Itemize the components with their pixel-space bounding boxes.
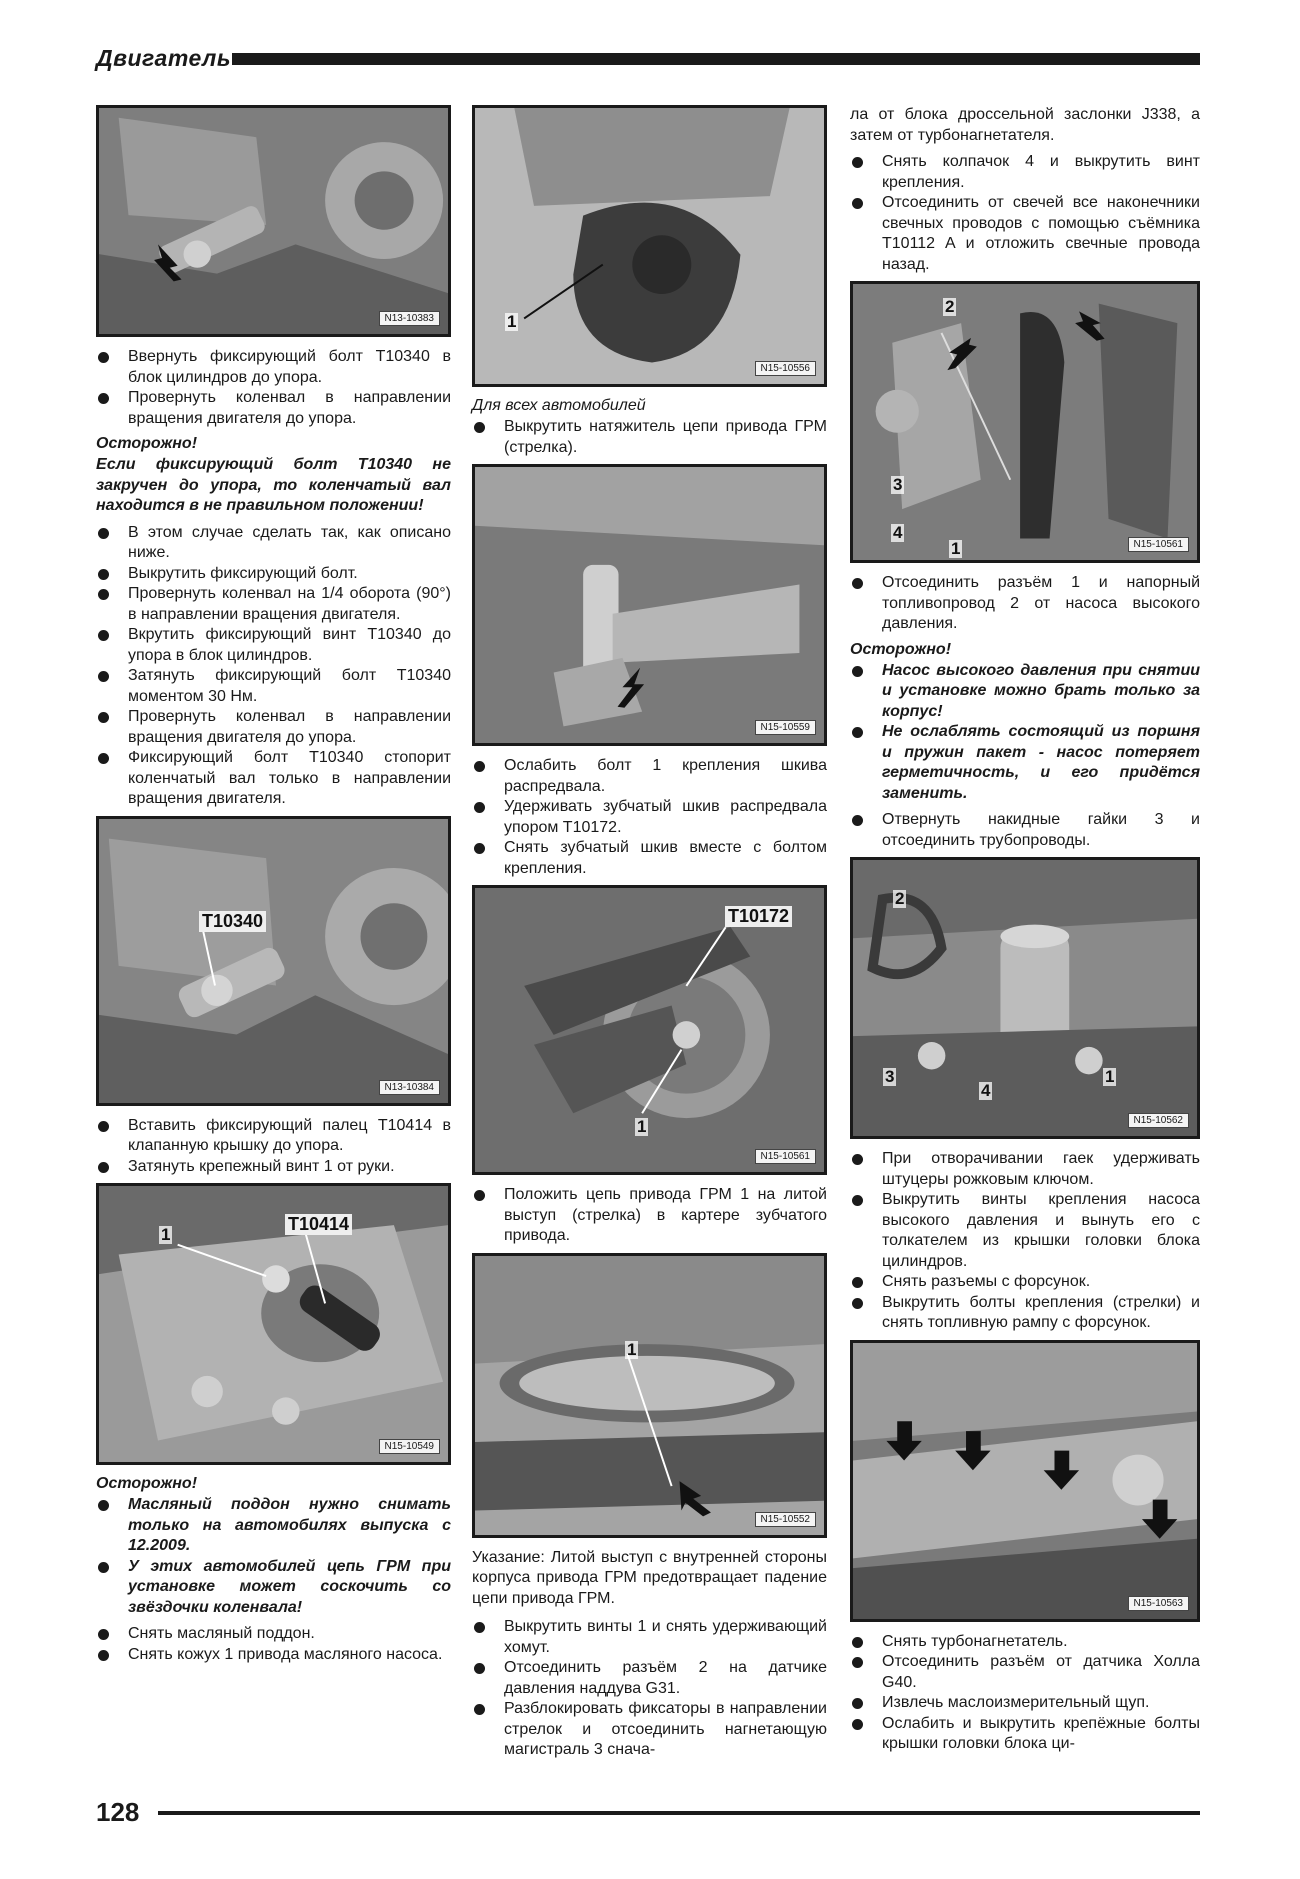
steps-list-2 [96,523,451,810]
figure-high-pressure-pump [850,281,1200,563]
list-item: Провернуть коленвал в направлении вращения двигателя до упора. [96,388,451,429]
steps-list-3 [850,810,1200,851]
subheading: Для всех автомобилей [472,397,646,414]
figure-id: N13-10383 [379,311,440,326]
steps-list-4 [472,1617,827,1761]
tool-label: T10172 [725,906,792,927]
figure-id: N15-10552 [755,1512,816,1527]
warning-text: Если фиксирующий болт T10340 не закручен до упора, то коленчатый вал находится в не правильном положении! [96,456,451,514]
sprocket-illustration [475,888,824,1172]
callout-number: 3 [893,475,903,494]
list-item: Снять зубчатый шкив вместе с болтом крепления. [472,838,827,879]
list-item: Затянуть фиксирующий болт T10340 моментом 30 Нм. [96,666,451,707]
steps-list-2 [850,573,1200,635]
figure-t10340-bolt [96,816,451,1106]
list-item: У этих автомобилей цепь ГРМ при установке может соскочить со звёздочки коленвала! [96,1557,451,1619]
list-item: Ослабить и выкрутить крепёжные болты крышки головки блока ци- [850,1714,1200,1755]
warning-list [850,661,1200,805]
callout-number: 1 [161,1225,171,1244]
list-item: Удерживать зубчатый шкив распредвала упором T10172. [472,797,827,838]
callout-number: 4 [893,523,903,542]
engine-block-illustration [99,108,448,334]
figure-timing-chain [472,1253,827,1538]
figure-id: N15-10561 [755,1149,816,1164]
steps-list-2 [472,756,827,879]
engine-block-illustration [99,819,448,1103]
figure-t10172-sprocket [472,885,827,1175]
steps-list-1 [472,417,827,458]
list-item: Отвернуть накидные гайки 3 и отсоединить трубопроводы. [850,810,1200,851]
figure-id: N15-10563 [1128,1596,1189,1611]
list-item: Провернуть коленвал на 1/4 оборота (90°) в направлении вращения двигателя. [96,584,451,625]
list-item: Выкрутить фиксирующий болт. [96,564,451,585]
continued-text: ла от блока дроссельной заслонки J338, а затем от турбонагнетателя. [850,106,1200,144]
callout-number: 3 [885,1067,895,1086]
callout-number: 2 [895,889,905,908]
warning-list [96,1495,451,1618]
figure-id: N15-10562 [1128,1113,1189,1128]
header-rule [232,53,1200,65]
steps-list-1 [850,152,1200,275]
figure-fuel-lines [850,857,1200,1139]
column-3 [850,105,1200,1761]
figure-fuel-rail [850,1340,1200,1622]
list-item: Извлечь маслоизмерительный щуп. [850,1693,1200,1714]
list-item: Снять разъемы с форсунок. [850,1272,1200,1293]
tool-label: T10340 [199,911,266,932]
list-item: При отворачивании гаек удерживать штуцеры рожковым ключом. [850,1149,1200,1190]
list-item: Отсоединить от свечей все наконечники свечных проводов с помощью съёмника T10112 A и отложить свечные провода назад. [850,193,1200,275]
steps-list-3 [472,1185,827,1247]
list-item: Ввернуть фиксирующий болт T10340 в блок цилиндров до упора. [96,347,451,388]
list-item: Снять кожух 1 привода масляного насоса. [96,1645,451,1666]
callout-number: 1 [637,1117,647,1136]
figure-id: N15-10549 [379,1439,440,1454]
list-item: Выкрутить болты крепления (стрелки) и снять топливную рампу с форсунок. [850,1293,1200,1334]
list-item: Отсоединить разъём 2 на датчике давления наддува G31. [472,1658,827,1699]
list-item: Вставить фиксирующий палец T10414 в клапанную крышку до упора. [96,1116,451,1157]
figure-id: N15-10556 [755,361,816,376]
figure-id: N13-10384 [379,1080,440,1095]
list-item: Фиксирующий болт T10340 стопорит коленчатый вал только в направлении вращения двигателя. [96,748,451,810]
callout-number: 4 [981,1081,991,1100]
timing-cover-illustration [475,108,824,384]
list-item: В этом случае сделать так, как описано ниже. [96,523,451,564]
list-item: Затянуть крепежный винт 1 от руки. [96,1157,451,1178]
list-item: Не ослаблять состоящий из поршня и пружин пакет - насос потеряет герметичность, и его придётся заменить. [850,722,1200,804]
callout-number: 1 [951,539,961,558]
list-item: Снять масляный поддон. [96,1624,451,1645]
list-item: Положить цепь привода ГРМ 1 на литой выступ (стрелка) в картере зубчатого привода. [472,1185,827,1247]
warning-title: Осторожно! [96,435,198,452]
list-item: Отсоединить разъём 1 и напорный топливопровод 2 от насоса высокого давления. [850,573,1200,635]
list-item: Снять турбонагнетатель. [850,1632,1200,1653]
footer-rule [158,1811,1200,1815]
figure-crankshaft-lock-bolt [96,105,451,337]
list-item: Масляный поддон нужно снимать только на автомобилях выпуска с 12.2009. [96,1495,451,1557]
fuel-rail-illustration [853,1343,1197,1619]
list-item: Выкрутить винты крепления насоса высокого давления и вынуть его с толкателем из крышки головки блока цилиндров. [850,1190,1200,1272]
figure-timing-cover [472,105,827,387]
callout-number: 1 [507,312,517,331]
callout-number: 1 [1105,1067,1115,1086]
column-2 [472,105,827,1767]
column-1 [96,105,451,1671]
steps-list-3 [96,1116,451,1178]
pump-illustration [853,284,1197,560]
list-item: Выкрутить винты 1 и снять удерживающий хомут. [472,1617,827,1658]
chain-tensioner-illustration [475,467,824,743]
figure-id: N15-10559 [755,720,816,735]
page-footer [96,1797,1200,1827]
figure-chain-tensioner [472,464,827,746]
callout-number: 1 [627,1339,637,1359]
steps-list-1 [96,347,451,429]
list-item: Выкрутить натяжитель цепи привода ГРМ (стрелка). [472,417,827,458]
figure-id: N15-10561 [1128,537,1189,552]
section-title: Двигатель [96,45,231,71]
figure-t10414-pin [96,1183,451,1465]
valve-cover-illustration [99,1186,448,1462]
list-item: Провернуть коленвал в направлении вращения двигателя до упора. [96,707,451,748]
warning-title: Осторожно! [850,640,952,658]
warning-title: Осторожно! [96,1475,198,1492]
list-item: Ослабить болт 1 крепления шкива распредвала. [472,756,827,797]
callout-number: 2 [945,297,955,316]
list-item: Разблокировать фиксаторы в направлении стрелок и отсоединить нагнетающую магистраль 3 снача- [472,1699,827,1761]
note-text: Указание: Литой выступ с внутренней стороны корпуса привода ГРМ предотвращает падение цепи привода ГРМ. [472,1548,827,1607]
page-header [96,45,1200,71]
steps-list-4 [850,1149,1200,1334]
list-item: Насос высокого давления при снятии и установке можно брать только за корпус! [850,661,1200,723]
list-item: Вкрутить фиксирующий винт T10340 до упора в блок цилиндров. [96,625,451,666]
page-number: 128 [96,1797,140,1827]
steps-list-4 [96,1624,451,1665]
list-item: Снять колпачок 4 и выкрутить винт крепления. [850,152,1200,193]
list-item: Отсоединить разъём от датчика Холла G40. [850,1652,1200,1693]
timing-chain-illustration [475,1256,824,1535]
tool-label: T10414 [285,1214,352,1235]
steps-list-5 [850,1632,1200,1755]
